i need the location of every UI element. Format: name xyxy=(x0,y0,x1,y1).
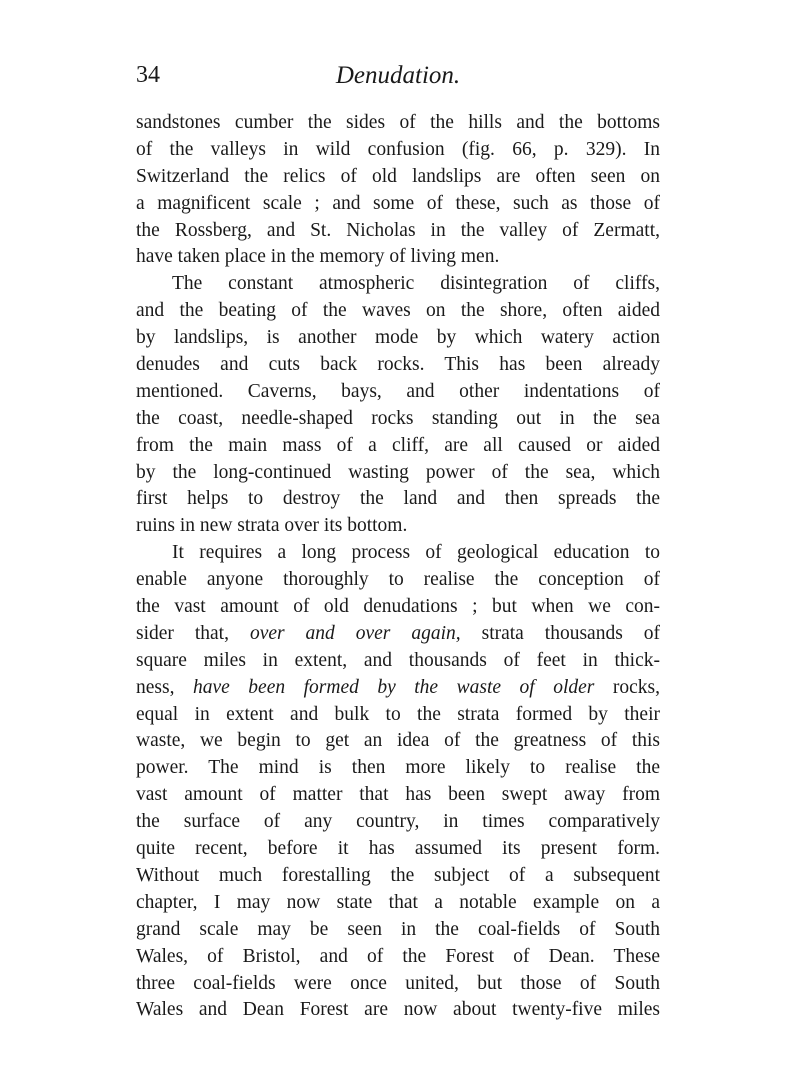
text-line: the vast amount of old denudations ; but when we con- xyxy=(136,596,660,618)
text-line: Wales and Dean Forest are now about twenty-five miles xyxy=(136,999,660,1021)
text-line: The constant atmospheric disintegration of cliffs, xyxy=(172,273,660,295)
text-line: Wales, of Bristol, and of the Forest of Dean. These xyxy=(136,945,660,967)
text-line: of the valleys in wild confusion (fig. 66, p. 329). In xyxy=(136,138,660,160)
text-line: enable anyone thoroughly to realise the conception of xyxy=(136,569,660,591)
text-line: It requires a long process of geological education to xyxy=(172,542,660,564)
text-line: ruins in new strata over its bottom. xyxy=(136,515,408,537)
text-line: the surface of any country, in times comparatively xyxy=(136,811,660,833)
page-number: 34 xyxy=(136,62,160,88)
text-line: waste, we begin to get an idea of the greatness of this xyxy=(136,730,660,752)
text-line: the coast, needle-shaped rocks standing out in the sea xyxy=(136,407,660,429)
italic-emphasis: over and over again, xyxy=(249,622,461,644)
text-line: mentioned. Caverns, bays, and other indentations of xyxy=(136,380,660,402)
text-line: square miles in extent, and thousands of feet in thick- xyxy=(136,649,660,671)
text-segment: strata thousands of xyxy=(460,622,660,644)
text-line: denudes and cuts back rocks. This has been already xyxy=(136,354,660,376)
text-line: the Rossberg, and St. Nicholas in the valley of Zermatt, xyxy=(136,219,660,241)
text-line: three coal-fields were once united, but those of South xyxy=(136,972,660,994)
text-line: vast amount of matter that has been swept away from xyxy=(136,784,660,806)
text-line xyxy=(136,621,660,648)
text-line: chapter, I may now state that a notable example on a xyxy=(136,891,660,913)
text-line: quite recent, before it has assumed its present form. xyxy=(136,838,660,860)
text-line xyxy=(136,675,660,702)
text-line: Switzerland the relics of old landslips are often seen on xyxy=(136,165,660,187)
text-line: and the beating of the waves on the shore, often aided xyxy=(136,300,660,322)
text-segment: ness, xyxy=(136,676,193,698)
text-line: a magnificent scale ; and some of these, such as those of xyxy=(136,192,660,214)
page-header xyxy=(136,62,660,98)
text-line: first helps to destroy the land and then spreads the xyxy=(136,488,660,510)
body-text xyxy=(136,110,660,1024)
text-line: by the long-continued wasting power of the sea, which xyxy=(136,461,660,483)
text-line: power. The mind is then more likely to realise the xyxy=(136,757,660,779)
text-line: grand scale may be seen in the coal-fields of South xyxy=(136,918,660,940)
text-line: by landslips, is another mode by which watery action xyxy=(136,327,660,349)
text-segment: rocks, xyxy=(594,676,660,698)
text-line: Without much forestalling the subject of a subsequent xyxy=(136,864,660,886)
text-line: from the main mass of a cliff, are all caused or aided xyxy=(136,434,660,456)
text-line: have taken place in the memory of living men. xyxy=(136,246,500,268)
text-segment: sider that, xyxy=(136,622,250,644)
text-line: sandstones cumber the sides of the hills and the bottoms xyxy=(136,112,660,133)
text-line: equal in extent and bulk to the strata formed by their xyxy=(136,703,660,725)
running-title: Denudation. xyxy=(335,62,461,89)
italic-emphasis: have been formed by the waste of older xyxy=(192,676,595,698)
